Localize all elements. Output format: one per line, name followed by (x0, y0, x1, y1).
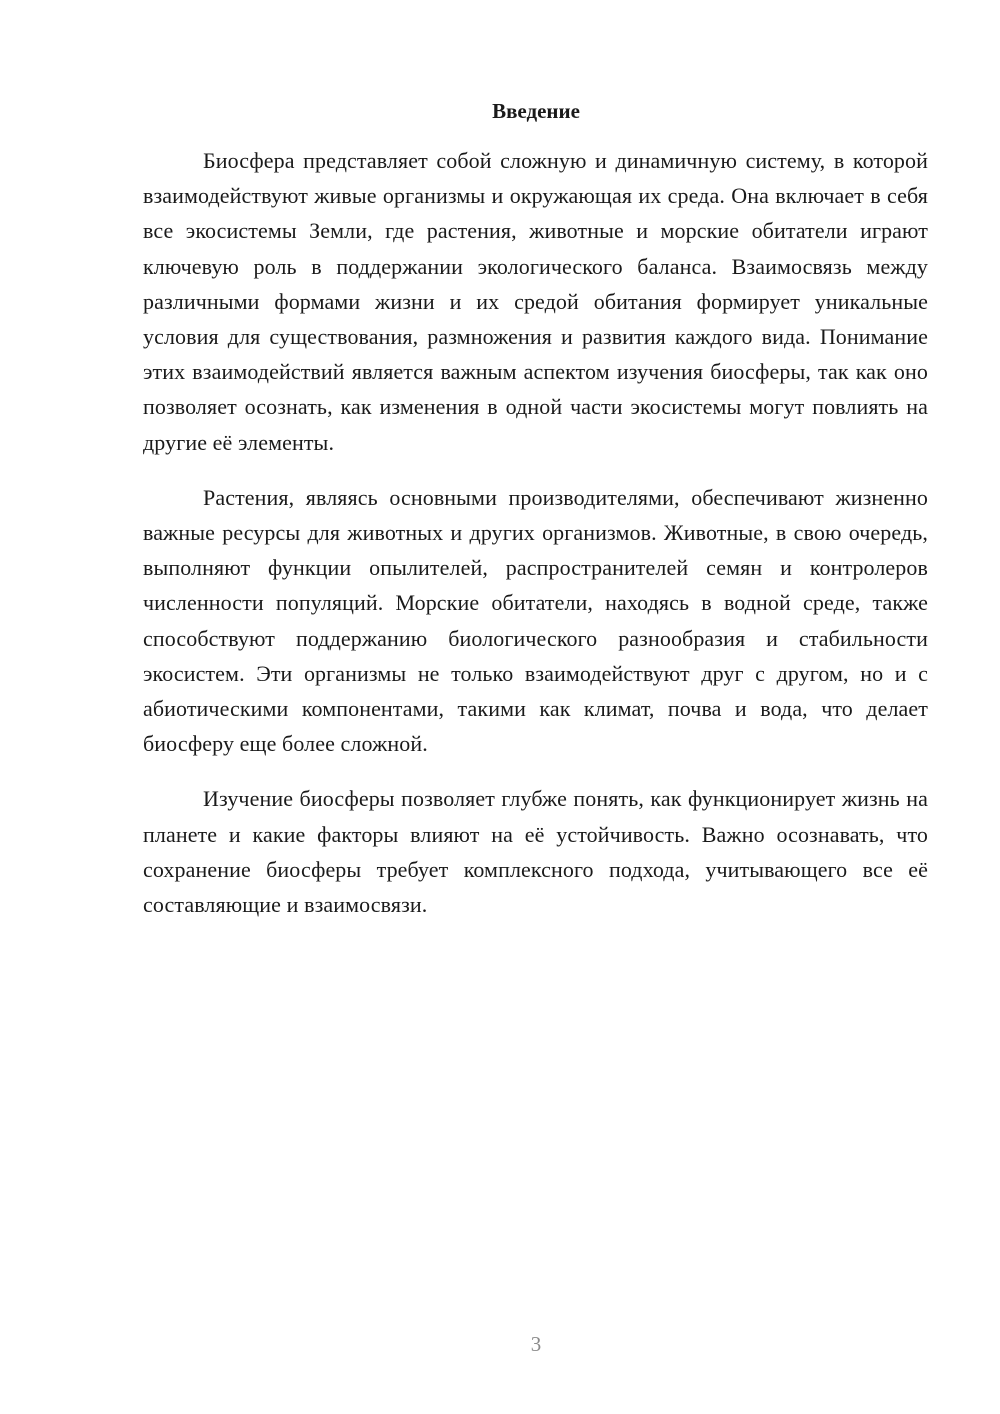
page-title: Введение (492, 99, 580, 123)
paragraph-1: Биосфера представляет собой сложную и динамичную систему, в которой взаимодействуют живые организмы и окружающая их среда. Она включает в себя все экосистемы Земли, где растения, животные и морские обитатели играют ключевую роль в поддержании экологического баланса. Взаимосвязь между различными формами жизни и их средой обитания формирует уникальные условия для существования, размножения и развития каждого вида. Понимание этих взаимодействий является важным аспектом изучения биосферы, так как оно позволяет осознать, как изменения в одной части экосистемы могут повлиять на другие её элементы. (143, 148, 928, 455)
document-body (143, 143, 928, 942)
paragraph-3: Изучение биосферы позволяет глубже понять, как функционирует жизнь на планете и какие факторы влияют на её устойчивость. Важно осознавать, что сохранение биосферы требует комплексного подхода, учитывающего все её составляющие и взаимосвязи. (143, 786, 928, 918)
page-number: 3 (530, 1332, 542, 1356)
paragraph-2: Растения, являясь основными производителями, обеспечивают жизненно важные ресурсы для животных и других организмов. Животные, в свою очередь, выполняют функции опылителей, распространителей семян и контролеров численности популяций. Морские обитатели, находясь в водной среде, также способствуют поддержанию биологического разнообразия и стабильности экосистем. Эти организмы не только взаимодействуют друг с другом, но и с абиотическими компонентами, такими как климат, почва и вода, что делает биосферу еще более сложной. (143, 484, 928, 757)
